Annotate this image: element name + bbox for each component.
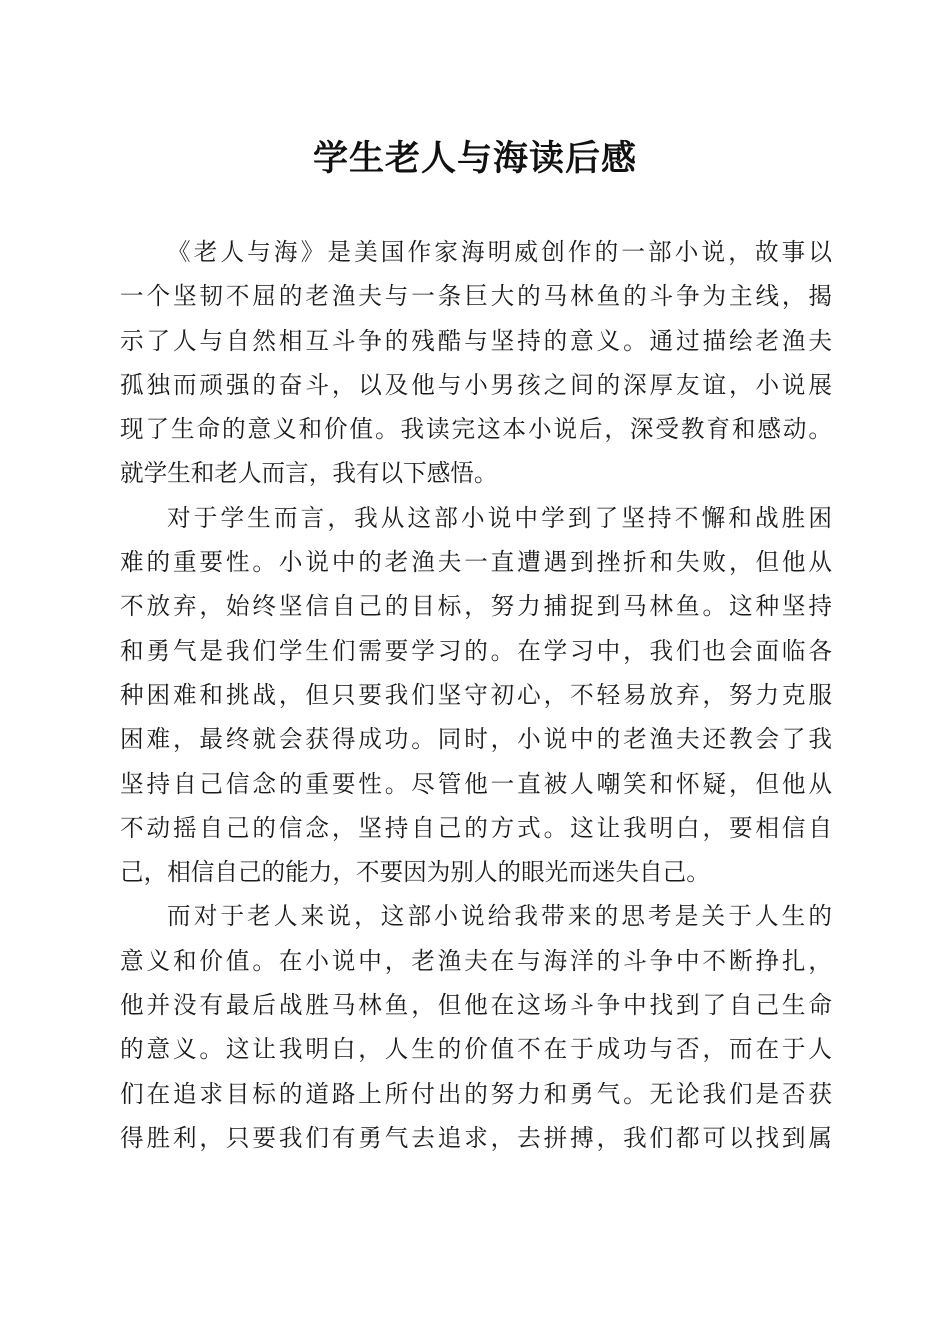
text-line: 一个坚韧不屈的老渔夫与一条巨大的马林鱼的斗争为主线，揭 bbox=[120, 282, 832, 311]
text-line: 他并没有最后战胜马林鱼，但他在这场斗争中找到了自己生命 bbox=[120, 991, 832, 1020]
text-line: 己，相信自己的能力，不要因为别人的眼光而迷失自己。 bbox=[120, 858, 710, 887]
text-line: 和勇气是我们学生们需要学习的。在学习中，我们也会面临各 bbox=[120, 636, 832, 665]
text-line: 对于学生而言，我从这部小说中学到了坚持不懈和战胜困 bbox=[167, 503, 832, 532]
text-line: 困难，最终就会获得成功。同时，小说中的老渔夫还教会了我 bbox=[120, 725, 832, 754]
text-line: 现了生命的意义和价值。我读完这本小说后，深受教育和感动。 bbox=[120, 415, 832, 444]
text-line: 种困难和挑战，但只要我们坚守初心，不轻易放弃，努力克服 bbox=[120, 680, 832, 709]
document-title: 学生老人与海读后感 bbox=[312, 138, 637, 179]
paragraph-2 bbox=[120, 496, 832, 895]
paragraph-3 bbox=[120, 894, 832, 1160]
text-line: 的意义。这让我明白，人生的价值不在于成功与否，而在于人 bbox=[120, 1035, 832, 1064]
text-line: 示了人与自然相互斗争的残酷与坚持的意义。通过描绘老渔夫 bbox=[120, 326, 832, 355]
text-line: 意义和价值。在小说中，老渔夫在与海洋的斗争中不断挣扎， bbox=[120, 946, 832, 975]
text-line: 《老人与海》是美国作家海明威创作的一部小说，故事以 bbox=[167, 238, 832, 266]
text-line: 孤独而顽强的奋斗，以及他与小男孩之间的深厚友谊，小说展 bbox=[120, 370, 832, 399]
text-line: 难的重要性。小说中的老渔夫一直遭遇到挫折和失败，但他从 bbox=[120, 548, 832, 577]
text-line: 而对于老人来说，这部小说给我带来的思考是关于人生的 bbox=[167, 902, 832, 931]
text-line: 们在追求目标的道路上所付出的努力和勇气。无论我们是否获 bbox=[120, 1079, 832, 1108]
document-body bbox=[120, 230, 832, 1160]
text-line: 不动摇自己的信念，坚持自己的方式。这让我明白，要相信自 bbox=[120, 813, 832, 842]
text-line: 不放弃，始终坚信自己的目标，努力捕捉到马林鱼。这种坚持 bbox=[120, 592, 832, 621]
paragraph-1 bbox=[120, 230, 832, 496]
text-line: 坚持自己信念的重要性。尽管他一直被人嘲笑和怀疑，但他从 bbox=[120, 769, 832, 798]
text-line: 得胜利，只要我们有勇气去追求，去拼搏，我们都可以找到属 bbox=[120, 1123, 832, 1152]
text-line: 就学生和老人而言，我有以下感悟。 bbox=[120, 459, 498, 488]
